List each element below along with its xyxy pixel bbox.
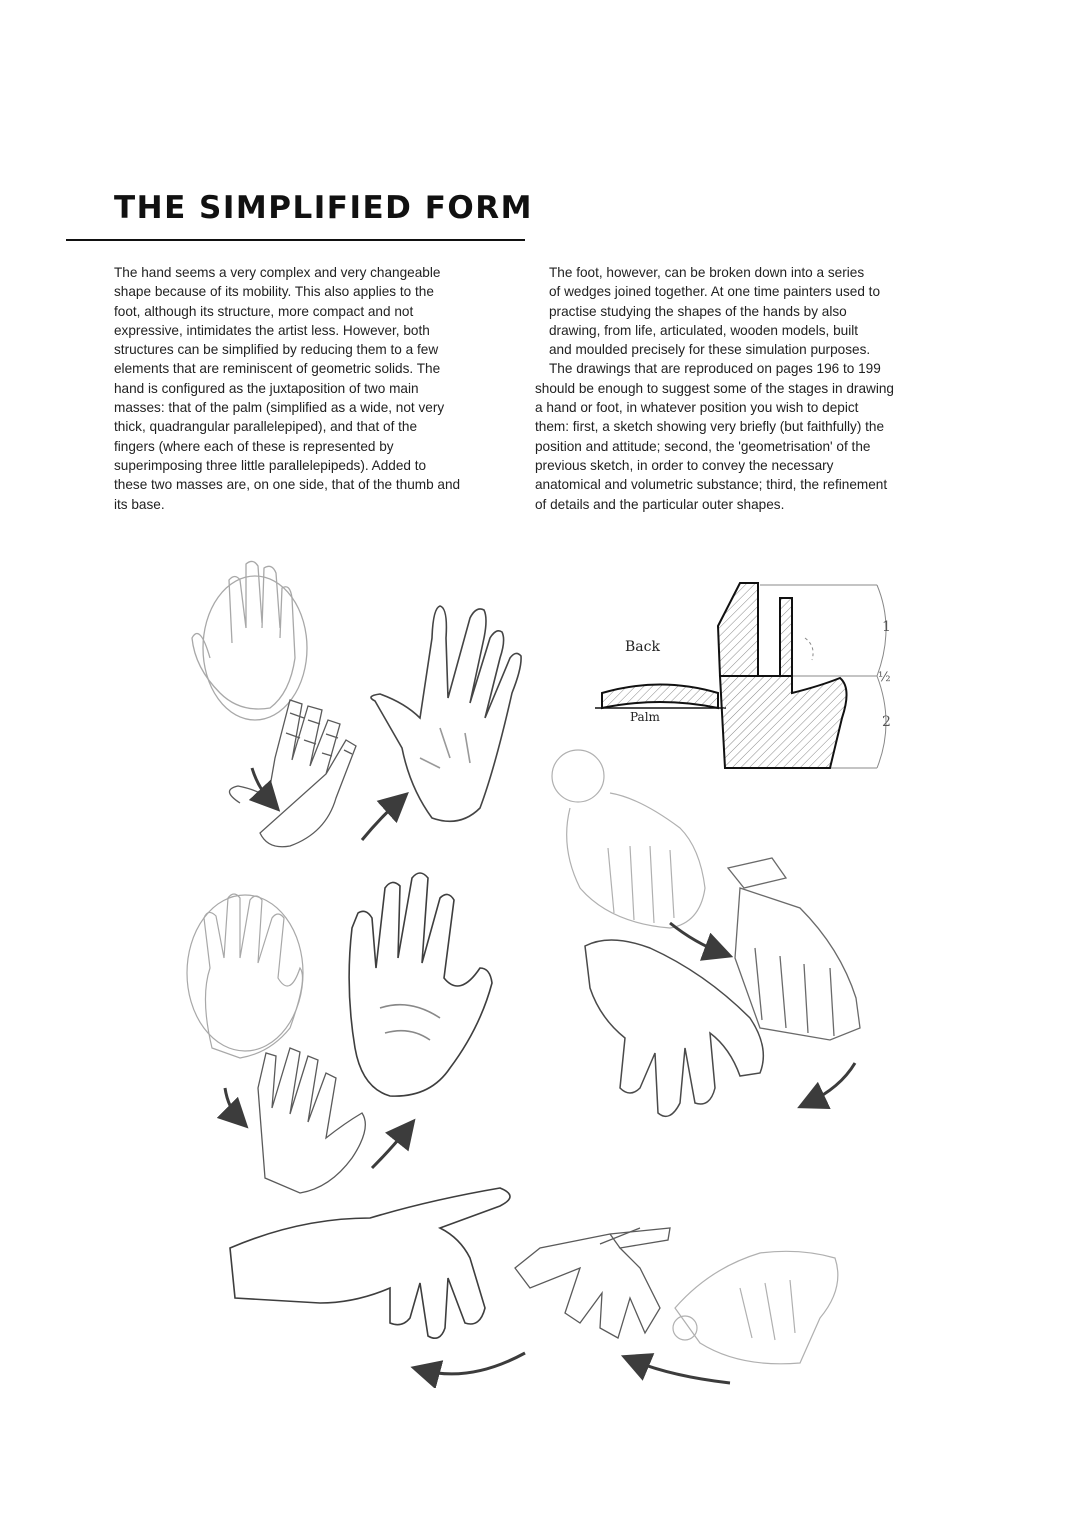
text-line: position and attitude; second, the 'geometrisation' of the xyxy=(535,438,871,454)
paragraph-hand xyxy=(114,263,524,514)
text-line: them: first, a sketch showing very briefly (but faithfully) the xyxy=(535,419,885,435)
title-rule xyxy=(66,239,525,241)
hand-sketch-geometric-side xyxy=(728,858,860,1040)
hand-sketch-geometric-reaching xyxy=(515,1228,670,1338)
label-palm: Palm xyxy=(630,710,660,724)
page-title: THE SIMPLIFIED FORM xyxy=(114,190,533,226)
text-line: of details and the particular outer shapes. xyxy=(535,496,785,512)
text-line: of wedges joined together. At one time painters used to xyxy=(549,284,881,300)
text-line: The foot, however, can be broken down into a series xyxy=(549,265,865,280)
body-column-left xyxy=(114,263,524,514)
text-line: masses: that of the palm (simplified as a wide, not very xyxy=(114,400,445,416)
text-line: anatomical and volumetric substance; third, the refinement xyxy=(535,477,888,493)
hand-drawing-palm xyxy=(349,873,492,1096)
text-line: structures can be simplified by reducing them to a few xyxy=(114,342,439,358)
text-line: elements that are reminiscent of geometric solids. The xyxy=(114,361,441,377)
text-line: drawing, from life, articulated, wooden models, built xyxy=(549,322,859,338)
text-line: should be enough to suggest some of the stages in drawing xyxy=(535,380,894,396)
text-line: and moulded precisely for these simulation purposes. xyxy=(549,342,871,358)
label-half: ½ xyxy=(878,670,891,685)
arrow-icon xyxy=(808,1063,855,1103)
text-line: a hand or foot, in whatever position you wish to depict xyxy=(535,400,859,416)
label-one: 1 xyxy=(882,619,891,635)
text-line: hand is configured as the juxtaposition of two main xyxy=(114,380,419,396)
text-line: previous sketch, in order to convey the necessary xyxy=(535,457,834,473)
text-line: shape because of its mobility. This also applies to the xyxy=(114,284,434,300)
body-column-right xyxy=(535,263,945,514)
text-line: thick, quadrangular parallelepiped), and that of the xyxy=(114,419,418,435)
text-line: superimposing three little parallelepipeds). Added to xyxy=(114,457,427,473)
hand-sketch-open-palm xyxy=(192,561,307,720)
text-line: its base. xyxy=(114,496,165,512)
hand-sketch-geometric-lower xyxy=(258,1048,365,1193)
arrow-icon xyxy=(362,800,400,840)
label-two: 2 xyxy=(882,714,891,730)
text-line: fingers (where each of these is represented by xyxy=(114,438,394,454)
text-line: The hand seems a very complex and very changeable xyxy=(114,265,441,280)
label-back: Back xyxy=(625,639,660,655)
paragraph-foot xyxy=(535,263,945,359)
hand-proportion-diagram xyxy=(718,583,891,768)
text-line: foot, although its structure, more compact and not xyxy=(114,303,414,319)
hand-sketch-side xyxy=(552,750,705,928)
hand-drawing-back-of-hand xyxy=(371,606,521,821)
hand-drawing-reaching xyxy=(230,1188,510,1338)
hand-sketches-illustration xyxy=(140,528,910,1388)
paragraph-drawings xyxy=(535,359,945,513)
arrow-icon xyxy=(252,768,272,803)
arrow-icon xyxy=(670,923,722,953)
hand-sketch-geometric-palm xyxy=(229,700,356,847)
hand-sketch-reaching-light xyxy=(673,1251,838,1364)
arrow-icon xyxy=(225,1088,240,1120)
hand-drawing-back-angled xyxy=(585,940,763,1116)
text-line: expressive, intimidates the artist less. However, both xyxy=(114,322,430,338)
arrow-icon xyxy=(632,1360,730,1383)
palm-cross-section-diagram xyxy=(595,639,726,724)
text-line: these two masses are, on one side, that of the thumb and xyxy=(114,477,461,493)
arrow-icon xyxy=(422,1353,525,1374)
text-line: practise studying the shapes of the hands by also xyxy=(549,303,847,319)
arrow-icon xyxy=(372,1128,408,1168)
hand-sketch-palm-lower xyxy=(187,894,303,1058)
text-line: The drawings that are reproduced on pages 196 to 199 xyxy=(549,361,881,377)
